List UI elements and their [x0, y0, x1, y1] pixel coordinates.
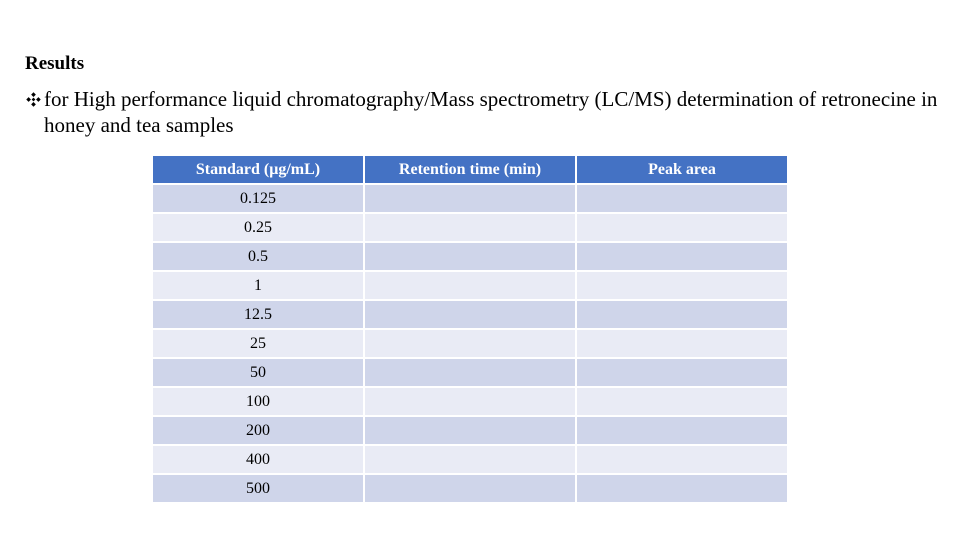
cell-standard: 0.5 — [153, 243, 363, 270]
table-row — [153, 243, 787, 270]
bullet-text: for High performance liquid chromatography/Mass spectrometry (LC/MS) determination of retronecine in honey and tea samples — [44, 87, 938, 137]
results-table — [151, 154, 789, 504]
cell-peak-area — [577, 475, 787, 502]
results-table-container — [153, 156, 787, 502]
cell-peak-area — [577, 301, 787, 328]
cell-retention-time — [365, 301, 575, 328]
cell-standard: 500 — [153, 475, 363, 502]
cell-standard: 25 — [153, 330, 363, 357]
cell-standard: 400 — [153, 446, 363, 473]
cell-retention-time — [365, 417, 575, 444]
cell-retention-time — [365, 214, 575, 241]
cell-peak-area — [577, 359, 787, 386]
column-header-retention-time: Retention time (min) — [365, 156, 575, 183]
bullet-paragraph — [25, 86, 945, 138]
cell-retention-time — [365, 475, 575, 502]
table-row — [153, 388, 787, 415]
table-row — [153, 185, 787, 212]
cell-retention-time — [365, 243, 575, 270]
table-row — [153, 417, 787, 444]
cell-standard: 0.125 — [153, 185, 363, 212]
cell-peak-area — [577, 417, 787, 444]
column-header-standard: Standard (μg/mL) — [153, 156, 363, 183]
cell-standard: 1 — [153, 272, 363, 299]
diamond-bullet-icon — [25, 86, 44, 112]
table-header-row — [153, 156, 787, 183]
cell-peak-area — [577, 185, 787, 212]
table-row — [153, 475, 787, 502]
results-heading: Results — [25, 53, 85, 74]
cell-retention-time — [365, 446, 575, 473]
cell-standard: 12.5 — [153, 301, 363, 328]
cell-standard: 100 — [153, 388, 363, 415]
table-row — [153, 272, 787, 299]
table-row — [153, 301, 787, 328]
column-header-peak-area: Peak area — [577, 156, 787, 183]
table-row — [153, 359, 787, 386]
table-row — [153, 214, 787, 241]
cell-retention-time — [365, 272, 575, 299]
cell-standard: 50 — [153, 359, 363, 386]
cell-peak-area — [577, 330, 787, 357]
cell-peak-area — [577, 272, 787, 299]
cell-standard: 200 — [153, 417, 363, 444]
cell-retention-time — [365, 388, 575, 415]
table-row — [153, 330, 787, 357]
bullet-line — [25, 86, 945, 138]
cell-retention-time — [365, 185, 575, 212]
cell-peak-area — [577, 446, 787, 473]
cell-peak-area — [577, 388, 787, 415]
cell-retention-time — [365, 359, 575, 386]
cell-peak-area — [577, 214, 787, 241]
cell-retention-time — [365, 330, 575, 357]
cell-peak-area — [577, 243, 787, 270]
table-row — [153, 446, 787, 473]
cell-standard: 0.25 — [153, 214, 363, 241]
